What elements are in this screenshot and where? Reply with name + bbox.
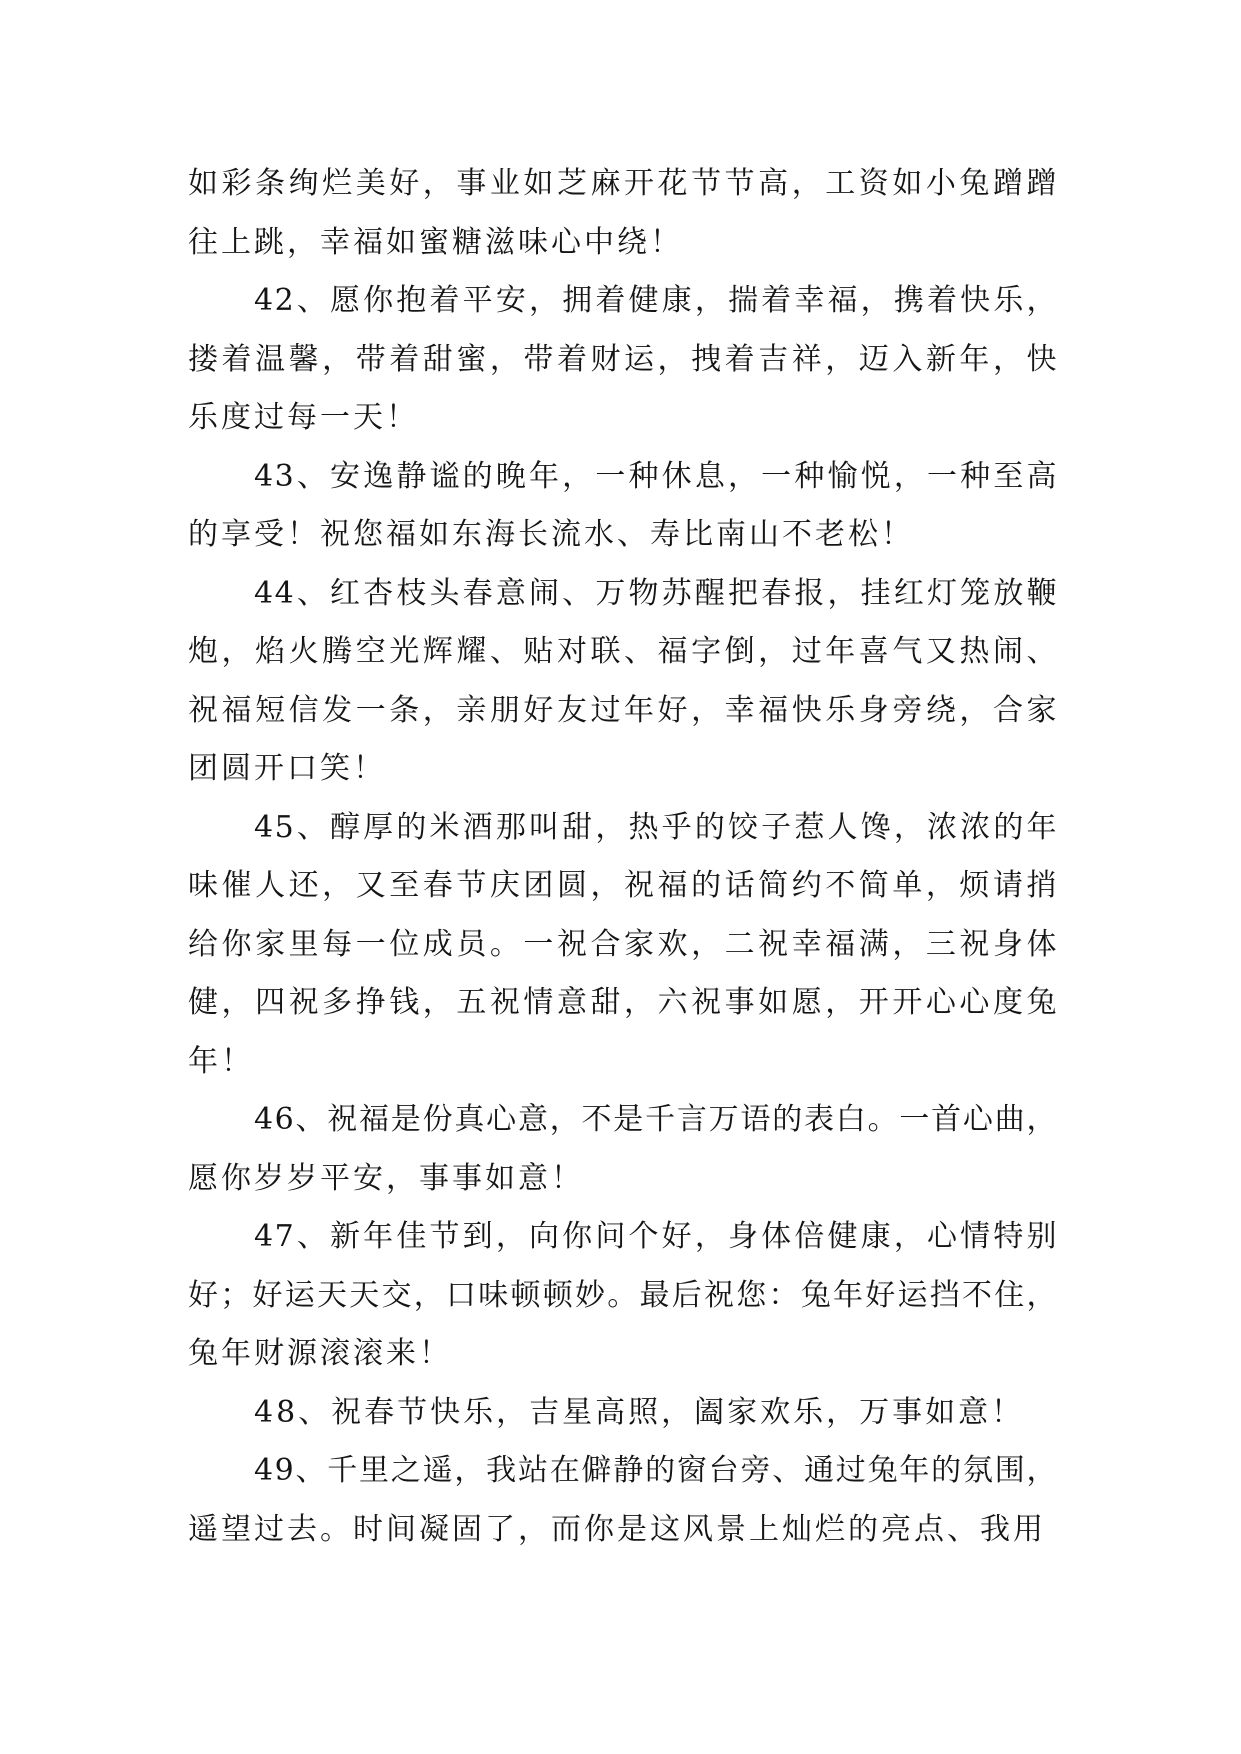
paragraph bbox=[188, 1442, 1058, 1559]
paragraph bbox=[188, 1208, 1058, 1384]
text-line: 44、红杏枝头春意闹、万物苏醒把春报，挂红灯笼放鞭 bbox=[254, 575, 1058, 611]
text-line: 味催人还，又至春节庆团圆，祝福的话简约不简单，烦请捎 bbox=[188, 868, 1058, 903]
continued-paragraph bbox=[188, 155, 1058, 272]
paragraph bbox=[188, 565, 1058, 799]
text-line: 炮，焰火腾空光辉耀、贴对联、福字倒，过年喜气又热闹、 bbox=[188, 634, 1058, 669]
text-line: 往上跳，幸福如蜜糖滋味心中绕！ bbox=[188, 224, 683, 260]
text-line: 的享受！祝您福如东海长流水、寿比南山不老松！ bbox=[188, 517, 914, 552]
text-line: 团圆开口笑！ bbox=[188, 751, 386, 786]
text-line: 49、千里之遥，我站在僻静的窗台旁、通过兔年的氛围， bbox=[254, 1453, 1058, 1488]
text-line: 健，四祝多挣钱，五祝情意甜，六祝事如愿，开开心心度兔 bbox=[188, 985, 1058, 1020]
text-line: 47、新年佳节到，向你问个好，身体倍健康，心情特别 bbox=[254, 1219, 1058, 1254]
text-line: 搂着温馨，带着甜蜜，带着财运，拽着吉祥，迈入新年，快 bbox=[188, 341, 1058, 377]
paragraph bbox=[188, 799, 1058, 1092]
text-line: 遥望过去。时间凝固了，而你是这风景上灿烂的亮点、我用 bbox=[188, 1511, 1046, 1547]
text-line: 兔年财源滚滚来！ bbox=[188, 1336, 452, 1371]
text-line: 如彩条绚烂美好，事业如芝麻开花节节高，工资如小兔蹭蹭 bbox=[188, 166, 1058, 201]
text-line: 46、祝福是份真心意，不是千言万语的表白。一首心曲， bbox=[254, 1102, 1058, 1137]
numbered-paragraphs bbox=[188, 272, 1058, 1559]
text-line: 乐度过每一天！ bbox=[188, 400, 419, 435]
text-line: 年！ bbox=[188, 1043, 254, 1079]
text-line: 祝福短信发一条，亲朋好友过年好，幸福快乐身旁绕，合家 bbox=[188, 692, 1058, 728]
document-body bbox=[188, 155, 1058, 1559]
text-line: 给你家里每一位成员。一祝合家欢，二祝幸福满，三祝身体 bbox=[188, 926, 1058, 962]
text-line: 42、愿你抱着平安，拥着健康，揣着幸福，携着快乐， bbox=[254, 283, 1058, 318]
paragraph bbox=[188, 272, 1058, 448]
paragraph bbox=[188, 1384, 1058, 1443]
paragraph bbox=[188, 448, 1058, 565]
text-line: 48、祝春节快乐，吉星高照，阖家欢乐，万事如意！ bbox=[254, 1394, 1025, 1430]
paragraph bbox=[188, 1091, 1058, 1208]
text-line: 愿你岁岁平安，事事如意！ bbox=[188, 1160, 584, 1196]
text-line: 43、安逸静谧的晚年，一种休息，一种愉悦，一种至高 bbox=[254, 458, 1058, 494]
text-line: 好；好运天天交，口味顿顿妙。最后祝您：兔年好运挡不住， bbox=[188, 1277, 1058, 1313]
text-line: 45、醇厚的米酒那叫甜，热乎的饺子惹人馋，浓浓的年 bbox=[254, 809, 1058, 845]
